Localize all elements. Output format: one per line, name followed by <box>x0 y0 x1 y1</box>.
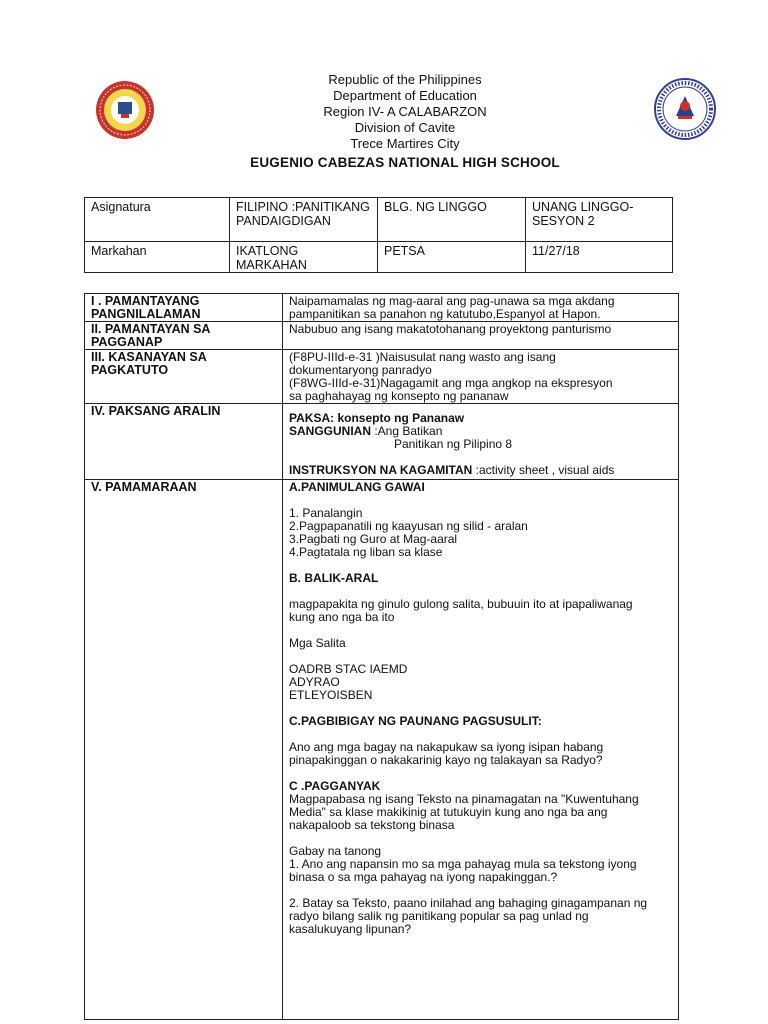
paragraph-line: kung ano nga ba ito <box>289 610 395 624</box>
table-row <box>85 322 679 350</box>
header-line: Region IV- A CALABARZON <box>323 104 487 119</box>
competency-line: (F8WG-IIId-e-31)Nagagamit ang mga angkop na ekspresyon <box>289 376 613 390</box>
table-cell: UNANG LINGGO-SESYON 2 <box>526 198 673 242</box>
question-line: 2. Batay sa Teksto, paano inilahad ang bahaging ginagampanan ng <box>289 896 648 910</box>
sanggunian-label: SANGGUNIAN <box>289 424 375 438</box>
header-line: Department of Education <box>333 88 477 103</box>
table-row <box>85 242 673 273</box>
competency-line: sa paghahayag ng konsepto ng pananaw <box>289 389 509 403</box>
section-label: I . PAMANTAYANG PANGNILALAMAN <box>85 294 283 322</box>
school-name: EUGENIO CABEZAS NATIONAL HIGH SCHOOL <box>250 155 560 170</box>
section-content <box>283 350 679 404</box>
question-line: radyo bilang salik ng panitikang popular sa pag unlad ng <box>289 909 589 923</box>
section-label: II. PAMANTAYAN SA PAGGANAP <box>85 322 283 350</box>
table-row <box>85 198 673 242</box>
subject-info-table <box>84 197 673 273</box>
list-item: 3.Pagbati ng Guro at Mag-aaral <box>289 532 458 546</box>
subsection-title: A.PANIMULANG GAWAI <box>289 480 425 494</box>
sanggunian-value: :Ang Batikan <box>374 424 443 438</box>
table-row <box>85 404 679 480</box>
table-cell: 11/27/18 <box>526 242 673 273</box>
question-line: kasalukuyang lipunan? <box>289 922 412 936</box>
table-cell: PETSA <box>378 242 526 273</box>
section-content: Naipamamalas ng mag-aaral ang pag-unawa sa mga akdang pampanitikan sa panahon ng katutubo,Espanyol at Hapon. <box>283 294 679 322</box>
competency-line: dokumentaryong panradyo <box>289 363 432 377</box>
table-row <box>85 480 679 1020</box>
instruksyon-label: INSTRUKSYON NA KAGAMITAN <box>289 463 476 477</box>
instruksyon-value: :activity sheet , visual aids <box>475 463 615 477</box>
section-label: III. KASANAYAN SA PAGKATUTO <box>85 350 283 404</box>
list-item: 1. Panalangin <box>289 506 363 520</box>
paragraph-line: magpapakita ng ginulo gulong salita, bubuuin ito at ipapaliwanag <box>289 597 633 611</box>
competency-line: (F8PU-IIId-e-31 )Naisusulat nang wasto ang isang <box>289 350 556 364</box>
paragraph-line: Mga Salita <box>289 636 346 650</box>
section-content: Nabubuo ang isang makatotohanang proyektong panturismo <box>283 322 679 350</box>
subsection-title: B. BALIK-ARAL <box>289 571 379 585</box>
table-cell: FILIPINO :PANITIKANG PANDAIGDIGAN <box>230 198 378 242</box>
paragraph-line: Media" sa klase makikinig at tutukuyin kung ano nga ba ang <box>289 805 608 819</box>
word-item: ADYRAO <box>289 675 340 689</box>
deped-seal-logo <box>654 78 716 140</box>
word-item: OADRB STAC IAEMD <box>289 662 408 676</box>
header-line: Division of Cavite <box>354 120 456 135</box>
document-header <box>170 72 640 171</box>
header-line: Trece Martires City <box>350 136 460 151</box>
table-row <box>85 294 679 322</box>
paragraph-line: Gabay na tanong <box>289 844 382 858</box>
lesson-plan-table <box>84 293 679 1020</box>
header-line: Republic of the Philippines <box>328 72 482 87</box>
list-item: 4.Pagtatala ng liban sa klase <box>289 545 443 559</box>
table-row <box>85 350 679 404</box>
paksa-line: PAKSA: konsepto ng Pananaw <box>289 411 465 425</box>
paragraph-line: Magpapabasa ng isang Teksto na pinamagatan na "Kuwentuhang <box>289 792 639 806</box>
table-cell: Markahan <box>85 242 230 273</box>
paragraph-line: nakapaloob sa tekstong binasa <box>289 818 455 832</box>
table-cell: BLG. NG LINGGO <box>378 198 526 242</box>
section-content <box>283 480 679 1020</box>
sanggunian-line: Panitikan ng Pilipino 8 <box>394 437 513 451</box>
question-line: 1. Ano ang napansin mo sa mga pahayag mula sa tekstong iyong <box>289 857 637 871</box>
list-item: 2.Pagpapanatili ng kaayusan ng silid - aralan <box>289 519 528 533</box>
question-line: binasa o sa mga pahayag na iyong napakinggan.? <box>289 870 558 884</box>
table-cell: Asignatura <box>85 198 230 242</box>
subsection-title: C.PAGBIBIGAY NG PAUNANG PAGSUSULIT: <box>289 714 542 728</box>
section-label: IV. PAKSANG ARALIN <box>85 404 283 480</box>
section-label: V. PAMAMARAAN <box>85 480 283 1020</box>
subsection-title: C .PAGGANYAK <box>289 779 381 793</box>
instruksyon-line <box>289 464 672 477</box>
paragraph-line: Ano ang mga bagay na nakapukaw sa iyong isipan habang <box>289 740 604 754</box>
table-cell: IKATLONG MARKAHAN <box>230 242 378 273</box>
school-seal-logo <box>95 80 155 140</box>
paragraph-line: pinapakinggan o nakakarinig kayo ng talakayan sa Radyo? <box>289 753 603 767</box>
section-content <box>283 404 679 480</box>
word-item: ETLEYOISBEN <box>289 688 373 702</box>
